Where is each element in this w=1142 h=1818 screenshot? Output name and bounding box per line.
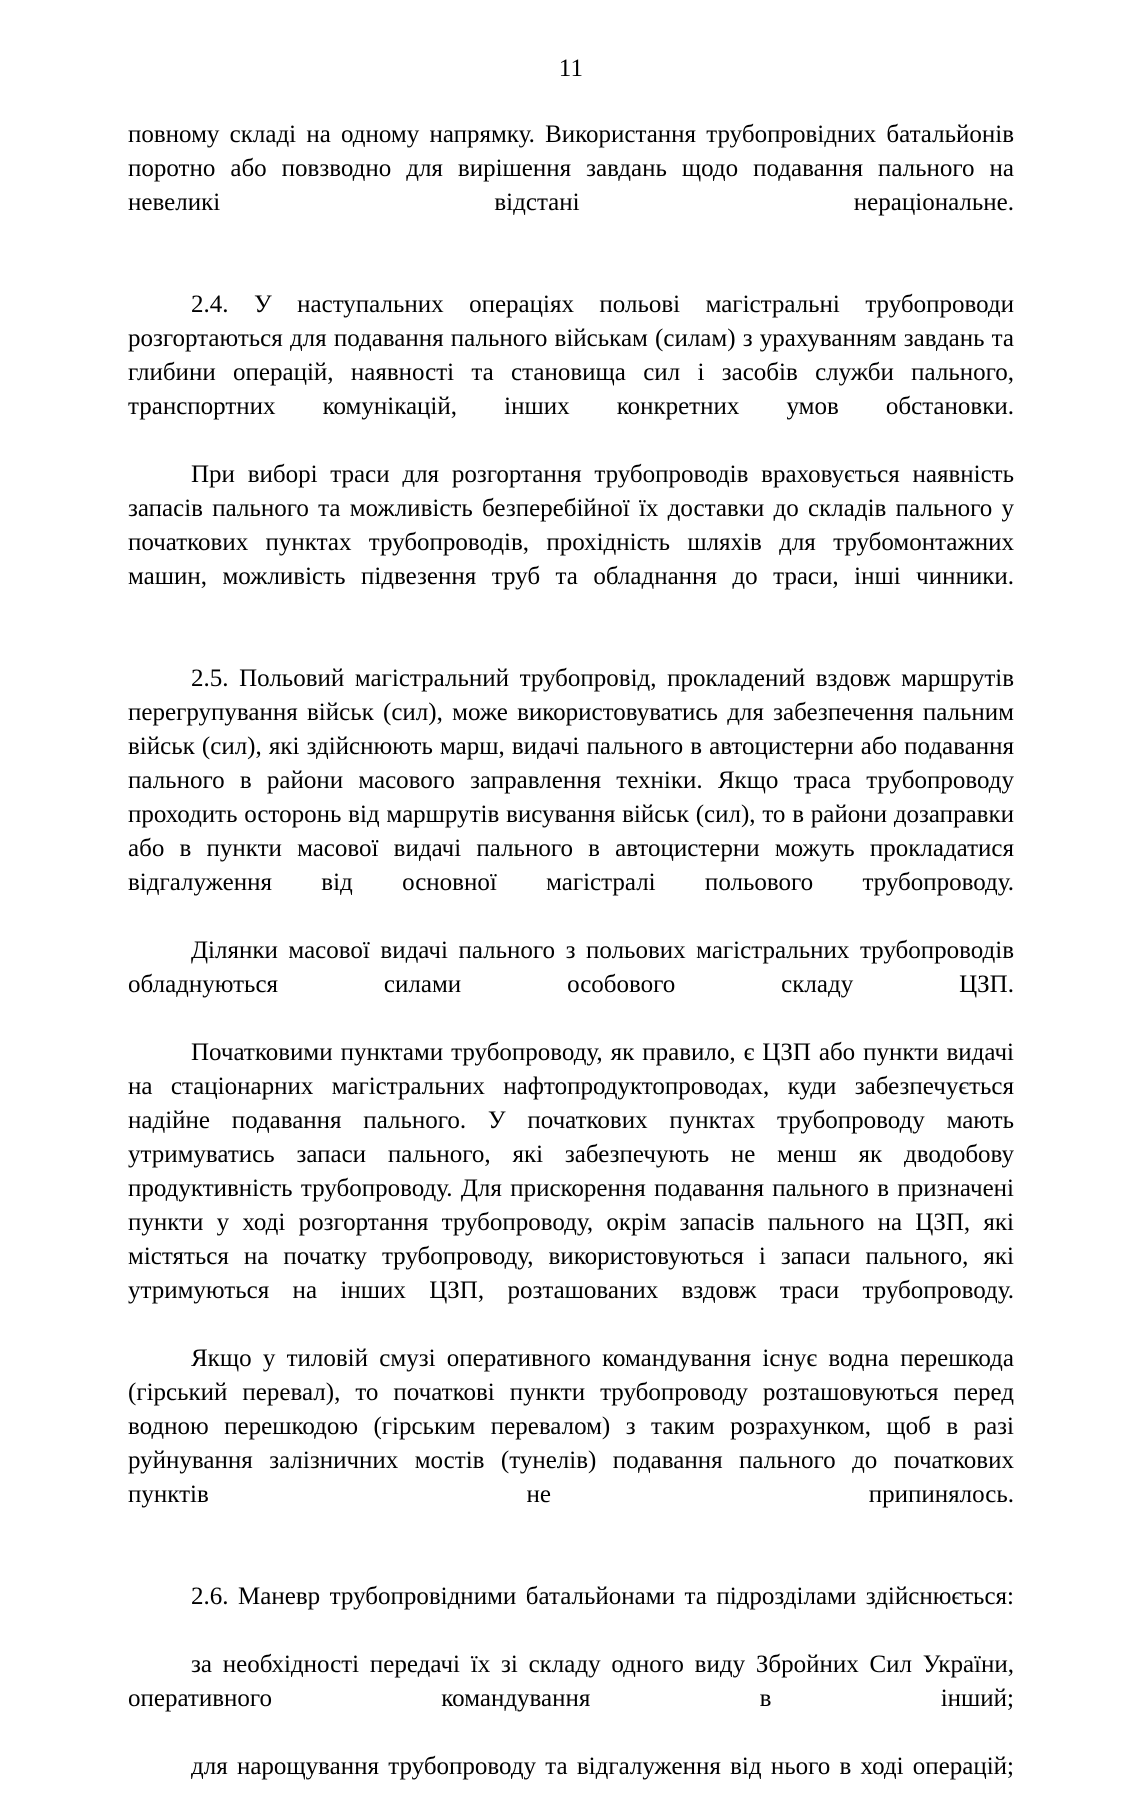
page-number: 11 bbox=[558, 55, 584, 82]
paragraph-2-5: 2.5. Польовий магістральний трубопровід, прокладений вздовж маршрутів перегрупування військ (сил), може використовуватись для забезпечення пальним військ (сил), які здійснюють марш, видачі пального в автоцистерни або подавання пального в райони масового заправлення техніки. Якщо траса трубопроводу проходить осторонь від маршрутів висування військ (сил), то в райони дозаправки або в пункти масової видачі пального в автоцистерни можуть прокладатися відгалуження від основної магістралі польового трубопроводу. bbox=[128, 665, 1014, 896]
document-body bbox=[128, 118, 1014, 1818]
paragraph-list-item-extension: для нарощування трубопроводу та відгалуження від нього в ході операцій; bbox=[191, 1753, 1014, 1780]
paragraph-initial-points: Початковими пунктами трубопроводу, як правило, є ЦЗП або пункти видачі на стаціонарних магістральних нафтопродуктопроводах, куди забезпечується надійне подавання пального. У початкових пунктах трубопроводу мають утримуватись запаси пального, які забезпечують не менш як дводобову продуктивність трубопроводу. Для прискорення подавання пального в призначені пункти у ході розгортання трубопроводу, окрім запасів пального на ЦЗП, які містяться на початку трубопроводу, використовуються і запаси пального, які утримуються на інших ЦЗП, розташованих вздовж траси трубопроводу. bbox=[128, 1039, 1014, 1304]
paragraph-rear-zone-obstacle: Якщо у тиловій смузі оперативного командування існує водна перешкода (гірський перевал), то початкові пункти трубопроводу розташовуються перед водною перешкодою (гірським перевалом) з таким розрахунком, щоб в разі руйнування залізничних мостів (тунелів) подавання пального до початкових пунктів не припинялось. bbox=[128, 1345, 1014, 1508]
paragraph-mass-issue-sections: Ділянки масової видачі пального з польових магістральних трубопроводів обладнуються силами особового складу ЦЗП. bbox=[128, 937, 1014, 998]
paragraph-route-selection: При виборі траси для розгортання трубопроводів враховується наявність запасів пального та можливість безперебійної їх доставки до складів пального у початкових пунктах трубопроводів, прохідність шляхів для трубомонтажних машин, можливість підвезення труб та обладнання до траси, інші чинники. bbox=[128, 461, 1014, 590]
paragraph-list-item-transfer: за необхідності передачі їх зі складу одного виду Збройних Сил України, оперативного командування в інший; bbox=[128, 1651, 1014, 1712]
paragraph-continued: повному складі на одному напрямку. Використання трубопровідних батальйонів поротно або повзводно для вирішення завдань щодо подавання пального на невеликі відстані нераціональне. bbox=[128, 121, 1014, 216]
paragraph-2-6: 2.6. Маневр трубопровідними батальйонами та підрозділами здійснюється: bbox=[191, 1583, 1014, 1610]
paragraph-2-4: 2.4. У наступальних операціях польові магістральні трубопроводи розгортаються для подавання пального військам (силам) з урахуванням завдань та глибини операцій, наявності та становища сил і засобів служби пального, транспортних комунікацій, інших конкретних умов обстановки. bbox=[128, 291, 1014, 420]
